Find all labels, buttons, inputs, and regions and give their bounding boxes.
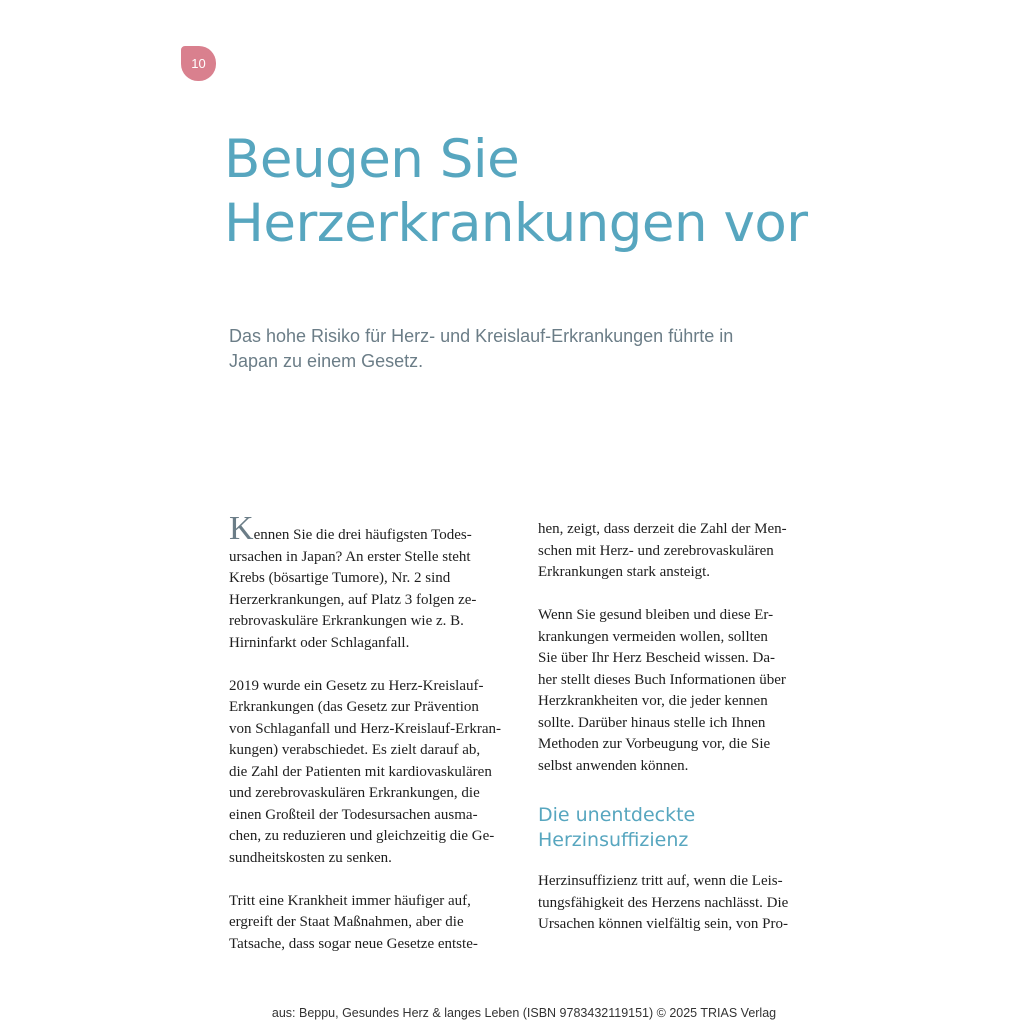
body-paragraph-2 — [229, 676, 521, 870]
left-text-column — [229, 510, 521, 955]
body-line: Methoden zur Vorbeugung vor, die Sie — [538, 736, 771, 752]
body-line: ursachen in Japan? An erster Stelle steht — [229, 548, 471, 565]
body-line: von Schlaganfall und Herz-Kreislauf-Erkran- — [229, 720, 501, 737]
lead-line: Japan zu einem Gesetz. — [229, 351, 424, 371]
body-line: Krebs (bösartige Tumore), Nr. 2 sind — [229, 570, 451, 586]
body-paragraph-5 — [538, 605, 830, 777]
body-line: tungsfähigkeit des Herzens nachlässt. Die — [538, 894, 789, 911]
body-line: Tatsache, dass sogar neue Gesetze entste- — [229, 935, 478, 952]
body-line: einen Großteil der Todesursachen ausma- — [229, 806, 478, 823]
body-line: Sie über Ihr Herz Bescheid wissen. Da- — [538, 650, 776, 666]
body-line: sollte. Darüber hinaus stelle ich Ihnen — [538, 714, 766, 731]
body-line: ergreift der Staat Maßnahmen, aber die — [229, 914, 464, 930]
body-line: kungen) verabschiedet. Es zielt darauf ab, — [229, 742, 481, 758]
body-line: selbst anwenden können. — [538, 757, 689, 774]
body-paragraph-3 — [229, 891, 521, 956]
body-line: schen mit Herz- und zerebrovaskulären — [538, 542, 774, 559]
body-line: sundheitskosten zu senken. — [229, 849, 392, 866]
body-paragraph-4 — [538, 519, 830, 584]
body-line: Erkrankungen stark ansteigt. — [538, 564, 711, 580]
right-text-column — [538, 519, 830, 936]
body-paragraph-1 — [229, 510, 521, 654]
body-line: Wenn Sie gesund bleiben und diese Er- — [538, 607, 774, 623]
body-line: die Zahl der Patienten mit kardiovaskulären — [229, 763, 492, 780]
title-line: Beugen Sie — [224, 129, 520, 190]
section-heading — [538, 803, 830, 853]
body-line: Tritt eine Krankheit immer häufiger auf, — [229, 892, 471, 909]
body-line: Herzinsuffizienz tritt auf, wenn die Leis- — [538, 873, 783, 889]
page-title — [224, 128, 808, 256]
body-line — [229, 510, 521, 547]
source-footer: aus: Beppu, Gesundes Herz & langes Leben (ISBN 9783432119151) © 2025 TRIAS Verlag — [271, 1006, 777, 1020]
first-line-text: ennen Sie die drei häufigsten Todes- — [253, 527, 472, 543]
body-line: 2019 wurde ein Gesetz zu Herz-Kreislauf- — [229, 677, 484, 694]
drop-cap: K — [229, 510, 254, 547]
body-line: und zerebrovaskulären Erkrankungen, die — [229, 785, 480, 801]
body-paragraph-6 — [538, 871, 830, 936]
body-line: Erkrankungen (das Gesetz zur Prävention — [229, 699, 479, 715]
lead-paragraph — [229, 324, 829, 374]
body-line: Herzkrankheiten vor, die jeder kennen — [538, 693, 768, 709]
lead-line: Das hohe Risiko für Herz- und Kreislauf-Erkrankungen führte in — [229, 326, 734, 346]
section-heading-line: Herzinsuffizienz — [538, 829, 689, 851]
body-line: hen, zeigt, dass derzeit die Zahl der Men- — [538, 521, 787, 537]
page-number-badge: 10 — [181, 46, 216, 81]
body-line: Ursachen können vielfältig sein, von Pro- — [538, 916, 788, 932]
body-line: her stellt dieses Buch Informationen über — [538, 671, 786, 688]
section-heading-line: Die unentdeckte — [538, 804, 696, 826]
body-line: krankungen vermeiden wollen, sollten — [538, 628, 768, 645]
title-line: Herzerkrankungen vor — [224, 193, 808, 254]
body-line: Hirninfarkt oder Schlaganfall. — [229, 634, 410, 651]
body-line: Herzerkrankungen, auf Platz 3 folgen ze- — [229, 591, 477, 608]
body-line: chen, zu reduzieren und gleichzeitig die Ge- — [229, 828, 495, 844]
body-line: rebrovaskuläre Erkrankungen wie z. B. — [229, 613, 464, 629]
